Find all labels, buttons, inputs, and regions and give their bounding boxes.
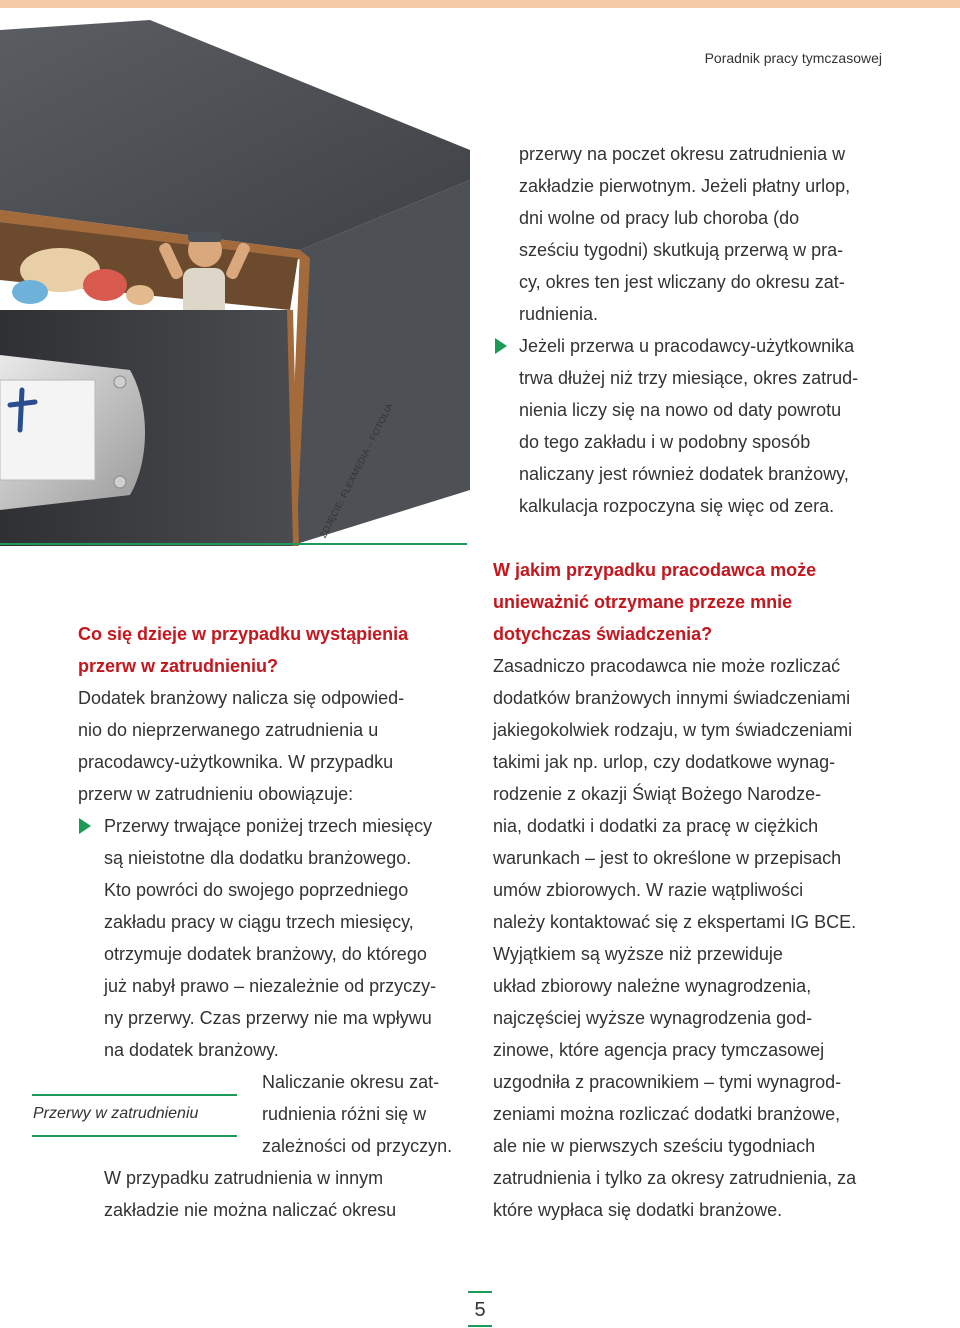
bullet-line: ny przerwy. Czas przerwy nie ma wpływu <box>104 1008 432 1028</box>
paragraph-line: W przypadku zatrudnienia w innym <box>104 1168 384 1188</box>
paragraph-line: przerwy na poczet okresu zatrudnienia w <box>519 144 846 164</box>
bullet-line: otrzymuje dodatek branżowy, do którego <box>104 944 427 964</box>
paragraph-line: Wyjątkiem są wyższe niż przewiduje <box>493 944 783 964</box>
paragraph-line: pracodawcy-użytkownika. W przypadku <box>78 752 394 772</box>
paragraph-line: uzgodniła z pracownikiem – tymi wynagrod- <box>493 1072 842 1092</box>
right-column-top <box>519 138 882 522</box>
bullet-triangle-icon <box>79 818 91 834</box>
paragraph-line: rudnienia. <box>519 304 599 324</box>
page-number-rule <box>468 1325 492 1327</box>
paragraph-line: rodzenie z okazji Świąt Bożego Narodze- <box>493 784 822 804</box>
bullet-line: Kto powróci do swojego poprzedniego <box>104 880 409 900</box>
bullet-line: Przerwy trwające poniżej trzech miesięcy <box>104 816 433 836</box>
bullet-line: na dodatek branżowy. <box>104 1040 279 1060</box>
paragraph-line: zatrudnienia i tylko za okresy zatrudnienia, za <box>493 1168 857 1188</box>
paragraph-line: zeniami można rozliczać dodatki branżowe, <box>493 1104 841 1124</box>
paragraph-line: sześciu tygodni) skutkują przerwą w pra- <box>519 240 844 260</box>
sidebar-label: Przerwy w zatrudnieniu <box>33 1105 199 1122</box>
photo-credit: ZDJĘCIE: FLEXMEDIA – FOTOLIA <box>318 401 395 540</box>
section-heading: unieważnić otrzymane przeze mnie <box>493 592 793 612</box>
bullet-block <box>78 810 467 1226</box>
bullet-line: są nieistotne dla dodatku branżowego. <box>104 848 412 868</box>
page-number: 5 <box>474 1299 486 1321</box>
bullet-line: kalkulacja rozpoczyna się więc od zera. <box>519 496 835 516</box>
photo-divider <box>0 543 467 545</box>
page-number-box <box>468 1291 492 1327</box>
bullet-line: do tego zakładu i w podobny sposób <box>519 432 811 452</box>
paragraph-line: przerw w zatrudnieniu obowiązuje: <box>78 784 354 804</box>
paragraph-line: nio do nieprzerwanego zatrudnienia u <box>78 720 379 740</box>
paragraph-line: należy kontaktować się z ekspertami IG BCE. <box>493 912 857 932</box>
drawer-illustration <box>0 10 470 546</box>
sidebar-rule-top <box>32 1094 237 1096</box>
page-number-rule-top <box>468 1291 492 1293</box>
running-header: Poradnik pracy tymczasowej <box>704 50 882 66</box>
paragraph-line: warunkach – jest to określone w przepisach <box>493 848 842 868</box>
bullet-line: zakładu pracy w ciągu trzech miesięcy, <box>104 912 414 932</box>
paragraph-line: dodatków branżowych innymi świadczeniami <box>493 688 851 708</box>
paragraph-line: takimi jak np. urlop, czy dodatkowe wynag- <box>493 752 836 772</box>
bullet-line: naliczany jest również dodatek branżowy, <box>519 464 849 484</box>
paragraph-line: układ zbiorowy należne wynagrodzenia, <box>493 976 812 996</box>
section-heading: W jakim przypadku pracodawca może <box>493 560 817 580</box>
bullet-line: już nabył prawo – niezależnie od przyczy- <box>104 976 437 996</box>
top-color-band <box>0 0 960 8</box>
paragraph-line: nia, dodatki i dodatki za pracę w ciężkich <box>493 816 819 836</box>
bullet-line: trwa dłużej niż trzy miesiące, okres zatrud- <box>519 368 859 388</box>
bullet-line: nienia liczy się na nowo od daty powrotu <box>519 400 842 420</box>
paragraph-line: zakładzie pierwotnym. Jeżeli płatny urlop, <box>519 176 851 196</box>
section-heading: dotychczas świadczenia? <box>493 624 713 644</box>
right-column-bottom <box>493 554 882 1226</box>
sidebar-rule-bottom <box>32 1135 237 1137</box>
paragraph-line: zinowe, które agencja pracy tymczasowej <box>493 1040 825 1060</box>
paragraph-line: rudnienia różni się w <box>262 1104 427 1124</box>
bullet-line: Jeżeli przerwa u pracodawcy-użytkownika <box>519 336 855 356</box>
paragraph-line: cy, okres ten jest wliczany do okresu zat- <box>519 272 845 292</box>
paragraph-line: jakiegokolwiek rodzaju, w tym świadczeniami <box>493 720 853 740</box>
paragraph-line: które wypłaca się dodatki branżowe. <box>493 1200 783 1220</box>
paragraph-line: najczęściej wyższe wynagrodzenia god- <box>493 1008 813 1028</box>
section-heading: Co się dzieje w przypadku wystąpienia <box>78 624 409 644</box>
paragraph-line: Zasadniczo pracodawca nie może rozliczać <box>493 656 841 676</box>
paragraph-line: zakładzie nie można naliczać okresu <box>104 1200 397 1220</box>
section-heading: przerw w zatrudnieniu? <box>78 656 279 676</box>
paragraph-line: umów zbiorowych. W razie wątpliwości <box>493 880 804 900</box>
paragraph-line: zależności od przyczyn. <box>262 1136 453 1156</box>
paragraph-line: dni wolne od pracy lub choroba (do <box>519 208 800 228</box>
paragraph-line: Naliczanie okresu zat- <box>262 1072 440 1092</box>
paragraph-line: Dodatek branżowy nalicza się odpowied- <box>78 688 405 708</box>
bullet-triangle-icon <box>495 338 507 354</box>
paragraph-line: ale nie w pierwszych sześciu tygodniach <box>493 1136 816 1156</box>
drawer-photo <box>0 10 470 546</box>
